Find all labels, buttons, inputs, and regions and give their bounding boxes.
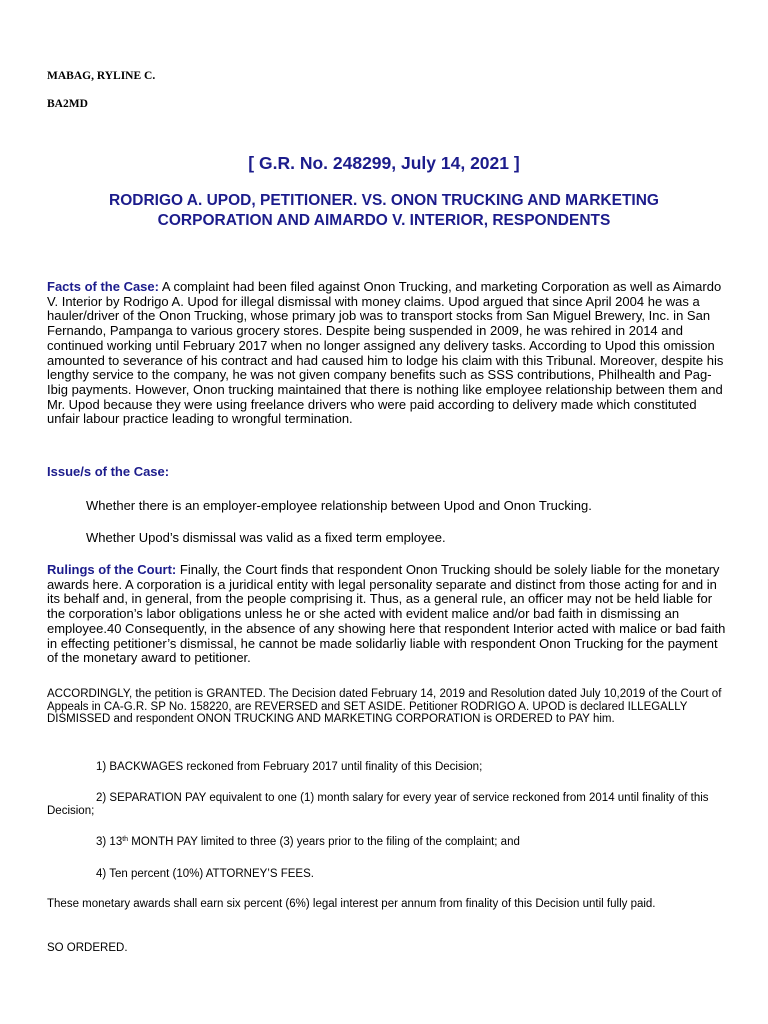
rulings-paragraph	[47, 563, 727, 666]
monetary-awards-paragraph: These monetary awards shall earn six percent (6%) legal interest per annum from finality of this Decision until fully paid.	[47, 898, 656, 910]
issue-item: Whether Upod’s dismissal was valid as a fixed term employee.	[86, 530, 446, 545]
author-course: BA2MD	[47, 98, 88, 110]
facts-text: A complaint had been filed against Onon Trucking, and marketing Corporation as well as Aimardo V. Interior by Rodrigo A. Upod for illegal dismissal with money claims. Upod argued that since April 2004 he was a hauler/driver of the Onon Trucking, whose primary job was to transport stocks from San Miguel Brewery, Inc. in San Fernando, Pampanga to various grocery stores. Despite being suspended in 2009, he was rehired in 2014 and continued working until February 2017 when no longer assigned any delivery tasks. According to Upod this omission amounted to severance of his contract and had caused him to lodge his claim with this Tribunal. Moreover, despite his lengthy service to the company, he was not given company benefits such as SSS contributions, Philhealth and Pag-Ibig payments. However, Onon trucking maintained that there is nothing like employee relationship between them and Mr. Upod because they were using freelance drivers who were paid according to delivery made which constituted unfair labour practice leading to wrongful termination.	[47, 279, 724, 427]
award-item-13th-month-pre: 3) 13	[96, 836, 123, 848]
award-item-separation-pay: 2) SEPARATION PAY equivalent to one (1) month salary for every year of service reckoned from 2014 until finality of this Decision;	[47, 792, 709, 817]
award-item-13th-month	[96, 836, 520, 849]
award-item-13th-month-post: MONTH PAY limited to three (3) years prior to the filing of the complaint; and	[128, 836, 520, 848]
accordingly-paragraph: ACCORDINGLY, the petition is GRANTED. The Decision dated February 14, 2019 and Resolution dated July 10,2019 of the Court of Appeals in CA-G.R. SP No. 158220, are REVERSED and SET ASIDE. Petitioner RODRIGO A. UPOD is declared ILLEGALLY DISMISSED and respondent ONON TRUCKING AND MARKETING CORPORATION is ORDERED to PAY him.	[47, 688, 722, 725]
so-ordered: SO ORDERED.	[47, 942, 128, 954]
award-item-13th-month-sup: th	[122, 836, 129, 843]
issue-item: Whether there is an employer-employee relationship between Upod and Onon Trucking.	[86, 498, 592, 513]
case-title-line-2: CORPORATION AND AIMARDO V. INTERIOR, RESPONDENTS	[157, 212, 611, 229]
rulings-label: Rulings of the Court:	[47, 562, 177, 577]
award-item-backwages: 1) BACKWAGES reckoned from February 2017 until finality of this Decision;	[96, 761, 483, 773]
case-title-line-1: RODRIGO A. UPOD, PETITIONER. VS. ONON TRUCKING AND MARKETING	[109, 192, 659, 209]
case-number: [ G.R. No. 248299, July 14, 2021 ]	[248, 153, 520, 173]
facts-paragraph	[47, 280, 727, 427]
issues-heading	[47, 465, 727, 480]
author-name: MABAG, RYLINE C.	[47, 70, 156, 82]
issues-label: Issue/s of the Case:	[47, 464, 170, 479]
award-item-attorneys-fees: 4) Ten percent (10%) ATTORNEY’S FEES.	[96, 868, 314, 880]
facts-label: Facts of the Case:	[47, 279, 159, 294]
rulings-text: Finally, the Court finds that respondent Onon Trucking should be solely liable for the monetary awards here. A corporation is a juridical entity with legal personality separate and distinct from those acting for and in its behalf and, in general, from the people comprising it. Thus, as a general rule, an officer may not be held liable for the corporation’s labor obligations unless he or she acted with evident malice and/or bad faith in dismissing an employee.40 Consequently, in the absence of any showing here that respondent Interior acted with malice or bad faith in effecting petitioner’s dismissal, he cannot be made solidarliy liable with respondent Onon Trucking for the payment of the monetary award to petitioner.	[47, 562, 726, 666]
case-title	[0, 191, 768, 231]
